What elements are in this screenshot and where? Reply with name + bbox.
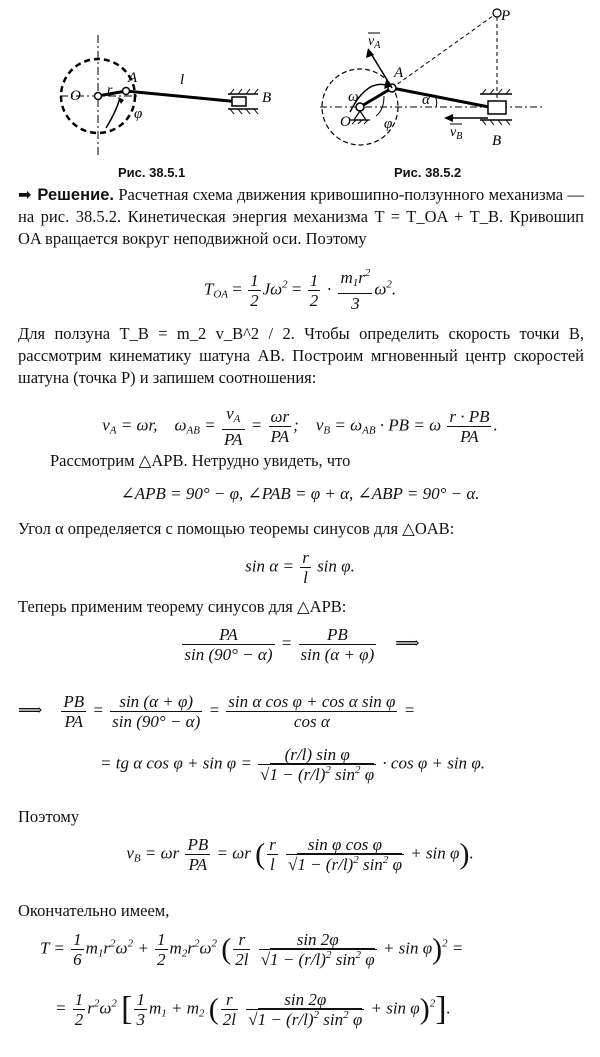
equation-sine-theorem: $\frac{PA}{\sin (90^\circ - \alpha)}$ = $\frac{PB}{\sin (\alpha + \varphi)}$ ⟹ [184, 625, 420, 664]
label-va: $v_A$ [368, 34, 381, 51]
label-a: A [394, 65, 404, 81]
equation-angles: ∠APB = 90° − φ, ∠PAB = φ + α, ∠ABP = 90° − α. [120, 484, 480, 503]
slider-energy-formula: T_B = m_2 v_B^2 / 2. [119, 324, 295, 343]
label-p: P [501, 8, 511, 24]
label-o: O [340, 114, 351, 130]
solution-paragraph-5: Теперь применим теорему синусов для △APB: [18, 597, 347, 616]
solution-paragraph-3: Рассмотрим △APB. Нетрудно увидеть, что [50, 451, 351, 470]
label-l: l [180, 72, 185, 88]
label-vb: $v_B$ [450, 125, 463, 142]
caption-fig-2: Рис. 38.5.2 [394, 165, 462, 180]
label-a: A [128, 70, 138, 86]
solution-paragraph-1: ➡ Решение. Расчетная схема движения кривошипно-ползунного механизма — на рис. 38.5.2. Кинетическая энергия механизма T = T_OA + T_B. Кривошип OA вращается вокруг неподвижной оси. Поэтому [18, 185, 585, 248]
figure-38-5-2 [300, 0, 600, 160]
label-o: O [70, 88, 81, 104]
label-omega: ω [348, 89, 359, 105]
solution-paragraph-6: Поэтому [18, 807, 80, 826]
equation-total-energy-1: T = $\frac{1}{6}$ $m_1r^2\omega^2$ + $\frac{1}{2}$ $m_2r^2\omega^2$ ( $\frac{r}{2l}$ $\frac{\sin 2\varphi}{√1 - (r/l)^2 \sin^2 \varphi}$ + sin φ)$^2$ = [40, 930, 464, 969]
solution-paragraph-2: Для ползуна T_B = m_2 v_B^2 / 2. Чтобы определить скорость точки B, рассмотрим кинематику шатуна AB. Построим мгновенный центр скоростей шатуна (точка P) и запишем соотношения: [18, 324, 585, 387]
label-b: B [492, 133, 502, 149]
solution-label: Решение. [37, 186, 114, 204]
equation-t-oa: $T_{OA}$ = $\frac{1}{2}$ $J\omega^2$ = $\frac{1}{2}$ · $\frac{m_1r^2}{3}$ $\omega^2$. [203, 267, 397, 313]
label-phi: φ [384, 116, 393, 132]
equation-ratio-1: ⟹ $\frac{PB}{PA}$ = $\frac{\sin (\alpha + \varphi)}{\sin (90^\circ - \alpha)}$ = $\frac{\text{sin α cos φ + cos α sin φ}}{\text{cos α}}$ = [18, 692, 416, 731]
label-phi: φ [134, 106, 143, 122]
caption-fig-1: Рис. 38.5.1 [118, 165, 186, 180]
label-alpha: α [422, 92, 430, 108]
equation-vb: $v_B = \omega r$ $\frac{PB}{PA}$ = ωr ( $\frac{r}{l}$ $\frac{\text{sin φ cos φ}}{√1 - (r/l)^2 \sin^2 \varphi}$ + sin φ). [126, 835, 474, 874]
velocity-va-arrow [370, 52, 392, 88]
equation-sin-alpha: sin α = $\frac{r}{l}$ sin φ. [245, 548, 355, 587]
arrow-right-icon: ➡ [18, 185, 32, 204]
rod-ab [126, 91, 240, 102]
solution-paragraph-7: Окончательно имеем, [18, 901, 170, 920]
energy-sum-formula: T = T_OA + T_B. [374, 207, 504, 226]
solution-paragraph-4: Угол α определяется с помощью теоремы синусов для △OAB: [18, 519, 455, 538]
equation-total-energy-2: = $\frac{1}{2}$ $r^2\omega^2$ [ $\frac{1}{3}$ $m_1 + m_2$ ( $\frac{r}{2l}$ $\frac{\sin 2\varphi}{√1 - (r/l)^2 \sin^2 \varphi}$ + sin φ)$^2$]. [55, 990, 451, 1029]
slider-b [232, 97, 246, 106]
rod-ab [392, 88, 494, 108]
label-b: B [262, 90, 272, 106]
slider-b [488, 101, 506, 114]
label-r: r [107, 83, 113, 98]
point-p [493, 9, 501, 17]
equation-velocities: $v_A = \omega r$, $\omega_{AB}$ = $\frac{v_A}{PA}$ = $\frac{\omega r}{PA}$ ; $v_B = \omega_{AB}$ · PB = ω $\frac{r \cdot PB}{PA}$ . [102, 404, 498, 449]
figure-38-5-1 [0, 0, 300, 160]
equation-ratio-2: = tg α cos φ + sin φ = $\frac{\text{(r/l) sin φ}}{√1 - (r/l)^2 \sin^2 \varphi}$ · cos φ + sin φ. [100, 745, 485, 784]
